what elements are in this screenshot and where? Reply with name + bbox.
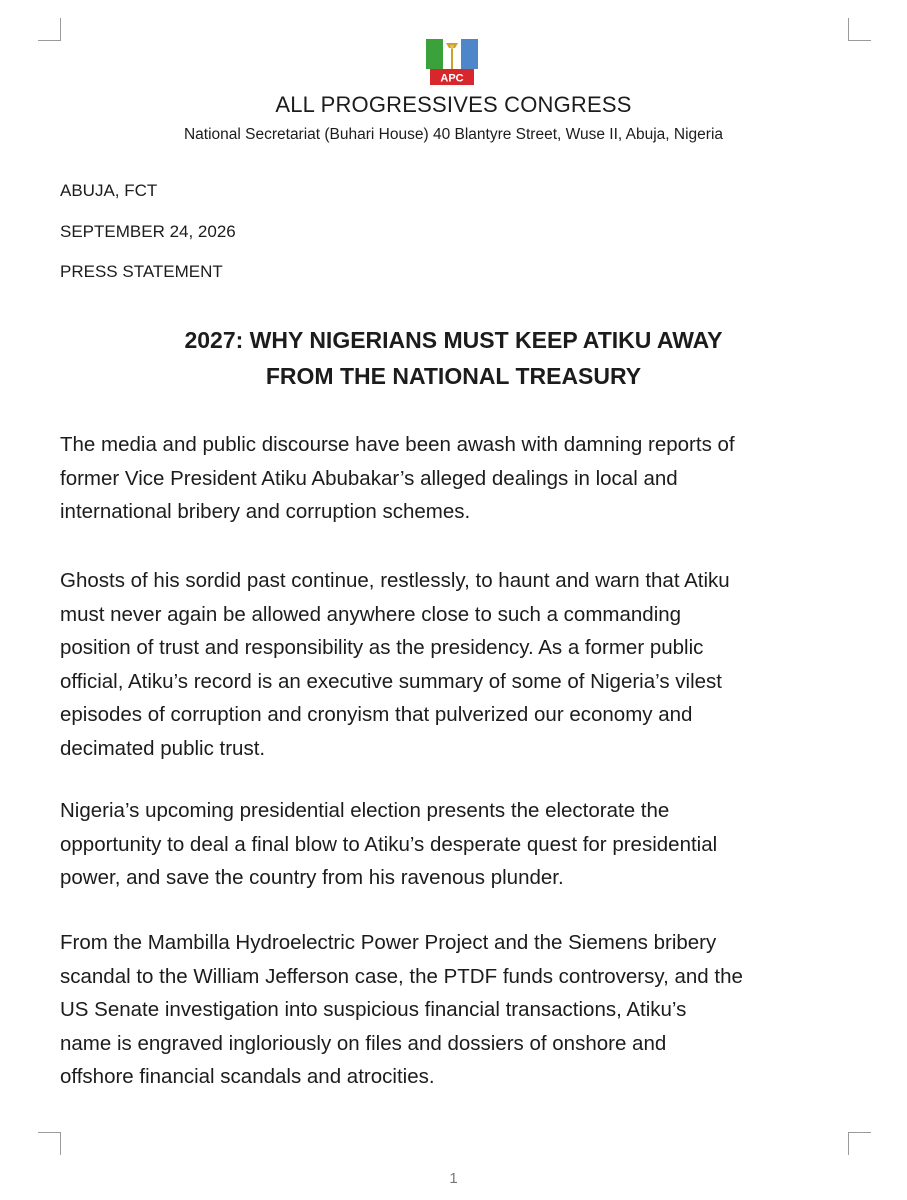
body-paragraph <box>60 564 860 766</box>
paragraph-line: power, and save the country from his ravenous plunder. <box>60 866 564 890</box>
paragraph-line: Nigeria’s upcoming presidential election presents the electorate the <box>60 799 670 822</box>
page-corner-mark-bottom-left <box>38 1132 61 1155</box>
page-corner-mark-top-left <box>38 18 61 41</box>
headline-line: FROM THE NATIONAL TREASURY <box>265 363 642 389</box>
paragraph-line: The media and public discourse have been awash with damning reports of <box>60 433 735 456</box>
paragraph-line: From the Mambilla Hydroelectric Power Project and the Siemens bribery <box>60 931 717 954</box>
paragraph-line: former Vice President Atiku Abubakar’s alleged dealings in local and <box>60 466 678 490</box>
paragraph-line: scandal to the William Jefferson case, the PTDF funds controversy, and the <box>60 964 743 988</box>
organization-name: ALL PROGRESSIVES CONGRESS <box>275 92 632 117</box>
page-corner-mark-top-right <box>848 18 871 41</box>
paragraph-line: opportunity to deal a final blow to Atiku’s desperate quest for presidential <box>60 832 718 856</box>
body-paragraph <box>60 926 860 1094</box>
apc-logo-text: APC <box>440 72 464 85</box>
statement-location: ABUJA, FCT <box>60 181 158 200</box>
press-statement-headline <box>0 322 907 394</box>
paragraph-line: must never again be allowed anywhere close to such a commanding <box>60 602 682 626</box>
paragraph-line: US Senate investigation into suspicious financial transactions, Atiku’s <box>60 998 687 1022</box>
statement-date: SEPTEMBER 24, 2026 <box>60 222 236 241</box>
paragraph-line: offshore financial scandals and atrocities. <box>60 1065 435 1089</box>
paragraph-line: official, Atiku’s record is an executive summary of some of Nigeria’s vilest <box>60 669 722 693</box>
page-number: 1 <box>449 1170 458 1187</box>
organization-address: National Secretariat (Buhari House) 40 Blantyre Street, Wuse II, Abuja, Nigeria <box>183 126 724 143</box>
paragraph-line: episodes of corruption and cronyism that pulverized our economy and <box>60 703 693 727</box>
paragraph-line: Ghosts of his sordid past continue, restlessly, to haunt and warn that Atiku <box>60 569 730 592</box>
paragraph-line: decimated public trust. <box>60 736 266 760</box>
paragraph-line: name is engraved ingloriously on files and dossiers of onshore and <box>60 1031 667 1055</box>
headline-line: 2027: WHY NIGERIANS MUST KEEP ATIKU AWAY <box>184 327 723 353</box>
statement-type: PRESS STATEMENT <box>60 262 223 281</box>
page-corner-mark-bottom-right <box>848 1132 871 1155</box>
body-paragraph <box>60 794 860 895</box>
paragraph-line: position of trust and responsibility as the presidency. As a former public <box>60 636 704 660</box>
body-paragraph <box>60 428 860 529</box>
paragraph-line: international bribery and corruption schemes. <box>60 500 471 524</box>
apc-logo <box>426 39 478 85</box>
